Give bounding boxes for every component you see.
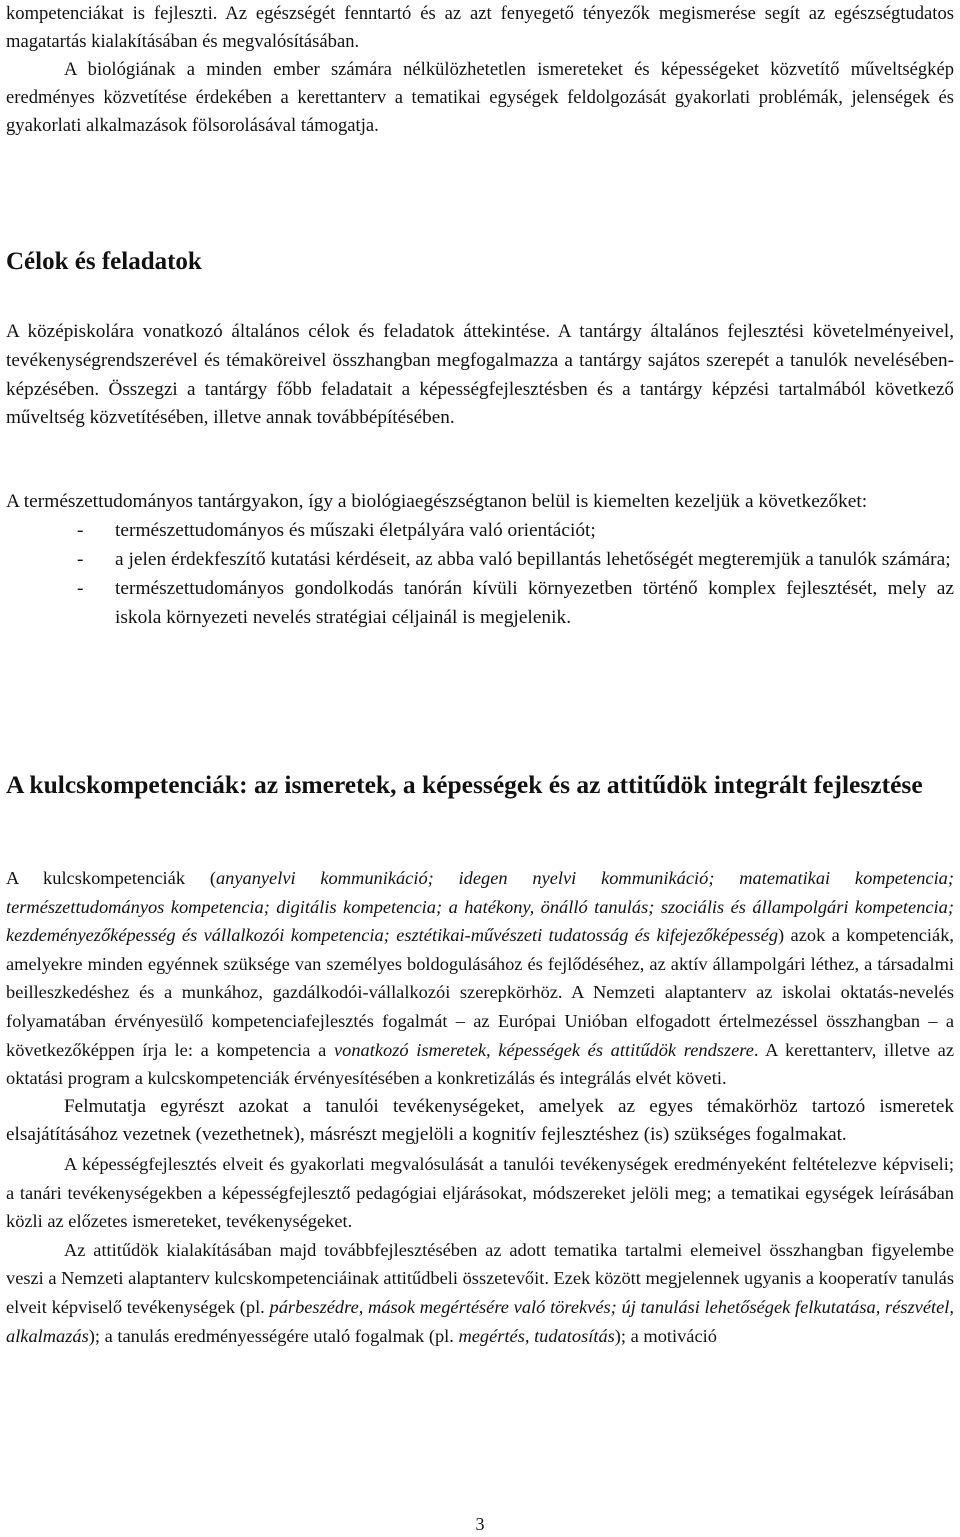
intro-block [6, 0, 954, 140]
intro-paragraph-2: A biológiának a minden ember számára nélkülözhetetlen ismereteket és képességeket közvetítő műveltségkép eredményes közvetítése érdekében a kerettanterv a tematikai egységek feldolgozását gyakorlati problémák, jelenségek és gyakorlati alkalmazások fölsorolásával támogatja. [6, 59, 954, 136]
section-heading-competences: A kulcskompetenciák: az ismeretek, a képességek és az attitűdök integrált fejlesztése [6, 770, 923, 799]
italic-run: párbeszédre, mások megértésére való törekvés; új tanulási lehetőségek felkutatása, részvétel, alkalmazás [6, 1296, 954, 1346]
list-item [6, 574, 954, 632]
science-block [6, 487, 954, 632]
text-run: Az attitűdök kialakításában majd továbbfejlesztésében az adott tematika tartalmi elemeivel összhangban figyelembe veszi a Nemzeti alaptanterv kulcskompetenciáinak attitűdbeli összetevőit. Ezek között megjelennek ugyanis a kooperatív tanulás elveit képviselő tevékenységek (pl. [6, 1239, 954, 1317]
section-heading-goals: Célok és feladatok [6, 248, 202, 275]
list-item-text: természettudományos gondolkodás tanórán kívüli környezetben történő komplex fejlesztését, mely az iskola környezeti nevelés stratégiai céljainál is megjelenik. [115, 578, 954, 628]
text-run: A kulcskompetenciák ( [6, 868, 216, 888]
list-item [6, 545, 954, 574]
goals-block [6, 318, 954, 433]
competences-paragraph-2: Felmutatja egyrészt azokat a tanulói tevékenységeket, amelyek az egyes témakörhöz tartozó ismeretek elsajátításához vezetnek (vezethetnek), másrészt megjelöli a kognitív fejlesztéshez (is) szükséges fogalmakat. [6, 1095, 954, 1146]
competences-paragraph-3: A képességfejlesztés elveit és gyakorlati megvalósulását a tanulói tevékenységek eredményeként feltételezve képviseli; a tanári tevékenységekben a képességfejlesztő pedagógiai eljárásokat, módszereket jelöli meg; a tematikai egységek leírásában közli az előzetes ismereteket, tevékenységeket. [6, 1153, 954, 1232]
text-run: ); a motiváció [614, 1325, 717, 1346]
list-item [6, 516, 954, 545]
goals-paragraph: A középiskolára vonatkozó általános célok és feladatok áttekintése. A tantárgy általános fejlesztési követelményeivel, tevékenységrendszerével és témaköreivel összhangban megfogalmazza a tantárgy sajátos szerepét a tanulók nevelésében-képzésében. Összegzi a tantárgy főbb feladatait a képességfejlesztésben és a tantárgy képzési tartalmából következő műveltség közvetítésében, illetve annak továbbépítésében. [6, 321, 954, 429]
competences-paragraph-4 [6, 1236, 954, 1350]
science-lead: A természettudományos tantárgyakon, így a biológiaegészségtanon belül is kiemelten kezeljük a következőket: [6, 491, 868, 512]
italic-run: anyanyelvi kommunikáció; idegen nyelvi kommunikáció; matematikai kompetencia; természettudományos kompetencia; digitális kompetencia; a hatékony, önálló tanulás; szociális és állampolgári kompetencia; kezdeményezőképesség és vállalkozói kompetencia; esztétikai-művészeti tudatosság és kifejezőképesség [6, 868, 954, 946]
intro-paragraph-1: kompetenciákat is fejleszti. Az egészségét fenntartó és az azt fenyegető tényezők megismerése segít az egészségtudatos magatartás kialakításában és megvalósításában. [6, 3, 954, 52]
competences-block [6, 864, 954, 1350]
list-dash: - [77, 520, 84, 541]
page-number: 3 [475, 1514, 485, 1534]
list-item-text: a jelen érdekfeszítő kutatási kérdéseit, az abba való bepillantás lehetőségét megteremjük a tanulók számára; [115, 549, 951, 570]
list-dash: - [77, 578, 84, 599]
text-run: ) azok a kompetenciák, amelyekre minden egyénnek szüksége van személyes boldogulásához és fejlődéséhez, az aktív állampolgári léthez, a társadalmi beilleszkedéshez és a munkához, gazdálkodói-vállalkozói szerepkörhöz. A Nemzeti alaptanterv az iskolai oktatás-nevelés folyamatában érvényesülő kompetenciafejlesztés fogalmát – az Európai Unióban elfogadott értelmezéssel összhangban – a következőképpen írja le: a kompetencia a [6, 925, 954, 1060]
text-run: . A kerettanterv, illetve az oktatási program a kulcskompetenciák érvényesítésében a konkretizálás és integrálás elvét követi. [6, 1039, 954, 1089]
science-list [6, 516, 954, 632]
italic-run: vonatkozó ismeretek, képességek és attitűdök rendszere [333, 1039, 754, 1060]
competences-paragraph-1 [6, 864, 954, 1093]
italic-run: megértés, tudatosítás [458, 1325, 615, 1346]
text-run: ); a tanulás eredményességére utaló fogalmak (pl. [88, 1325, 459, 1346]
list-item-text: természettudományos és műszaki életpályára való orientációt; [115, 520, 596, 541]
list-dash: - [77, 549, 84, 570]
